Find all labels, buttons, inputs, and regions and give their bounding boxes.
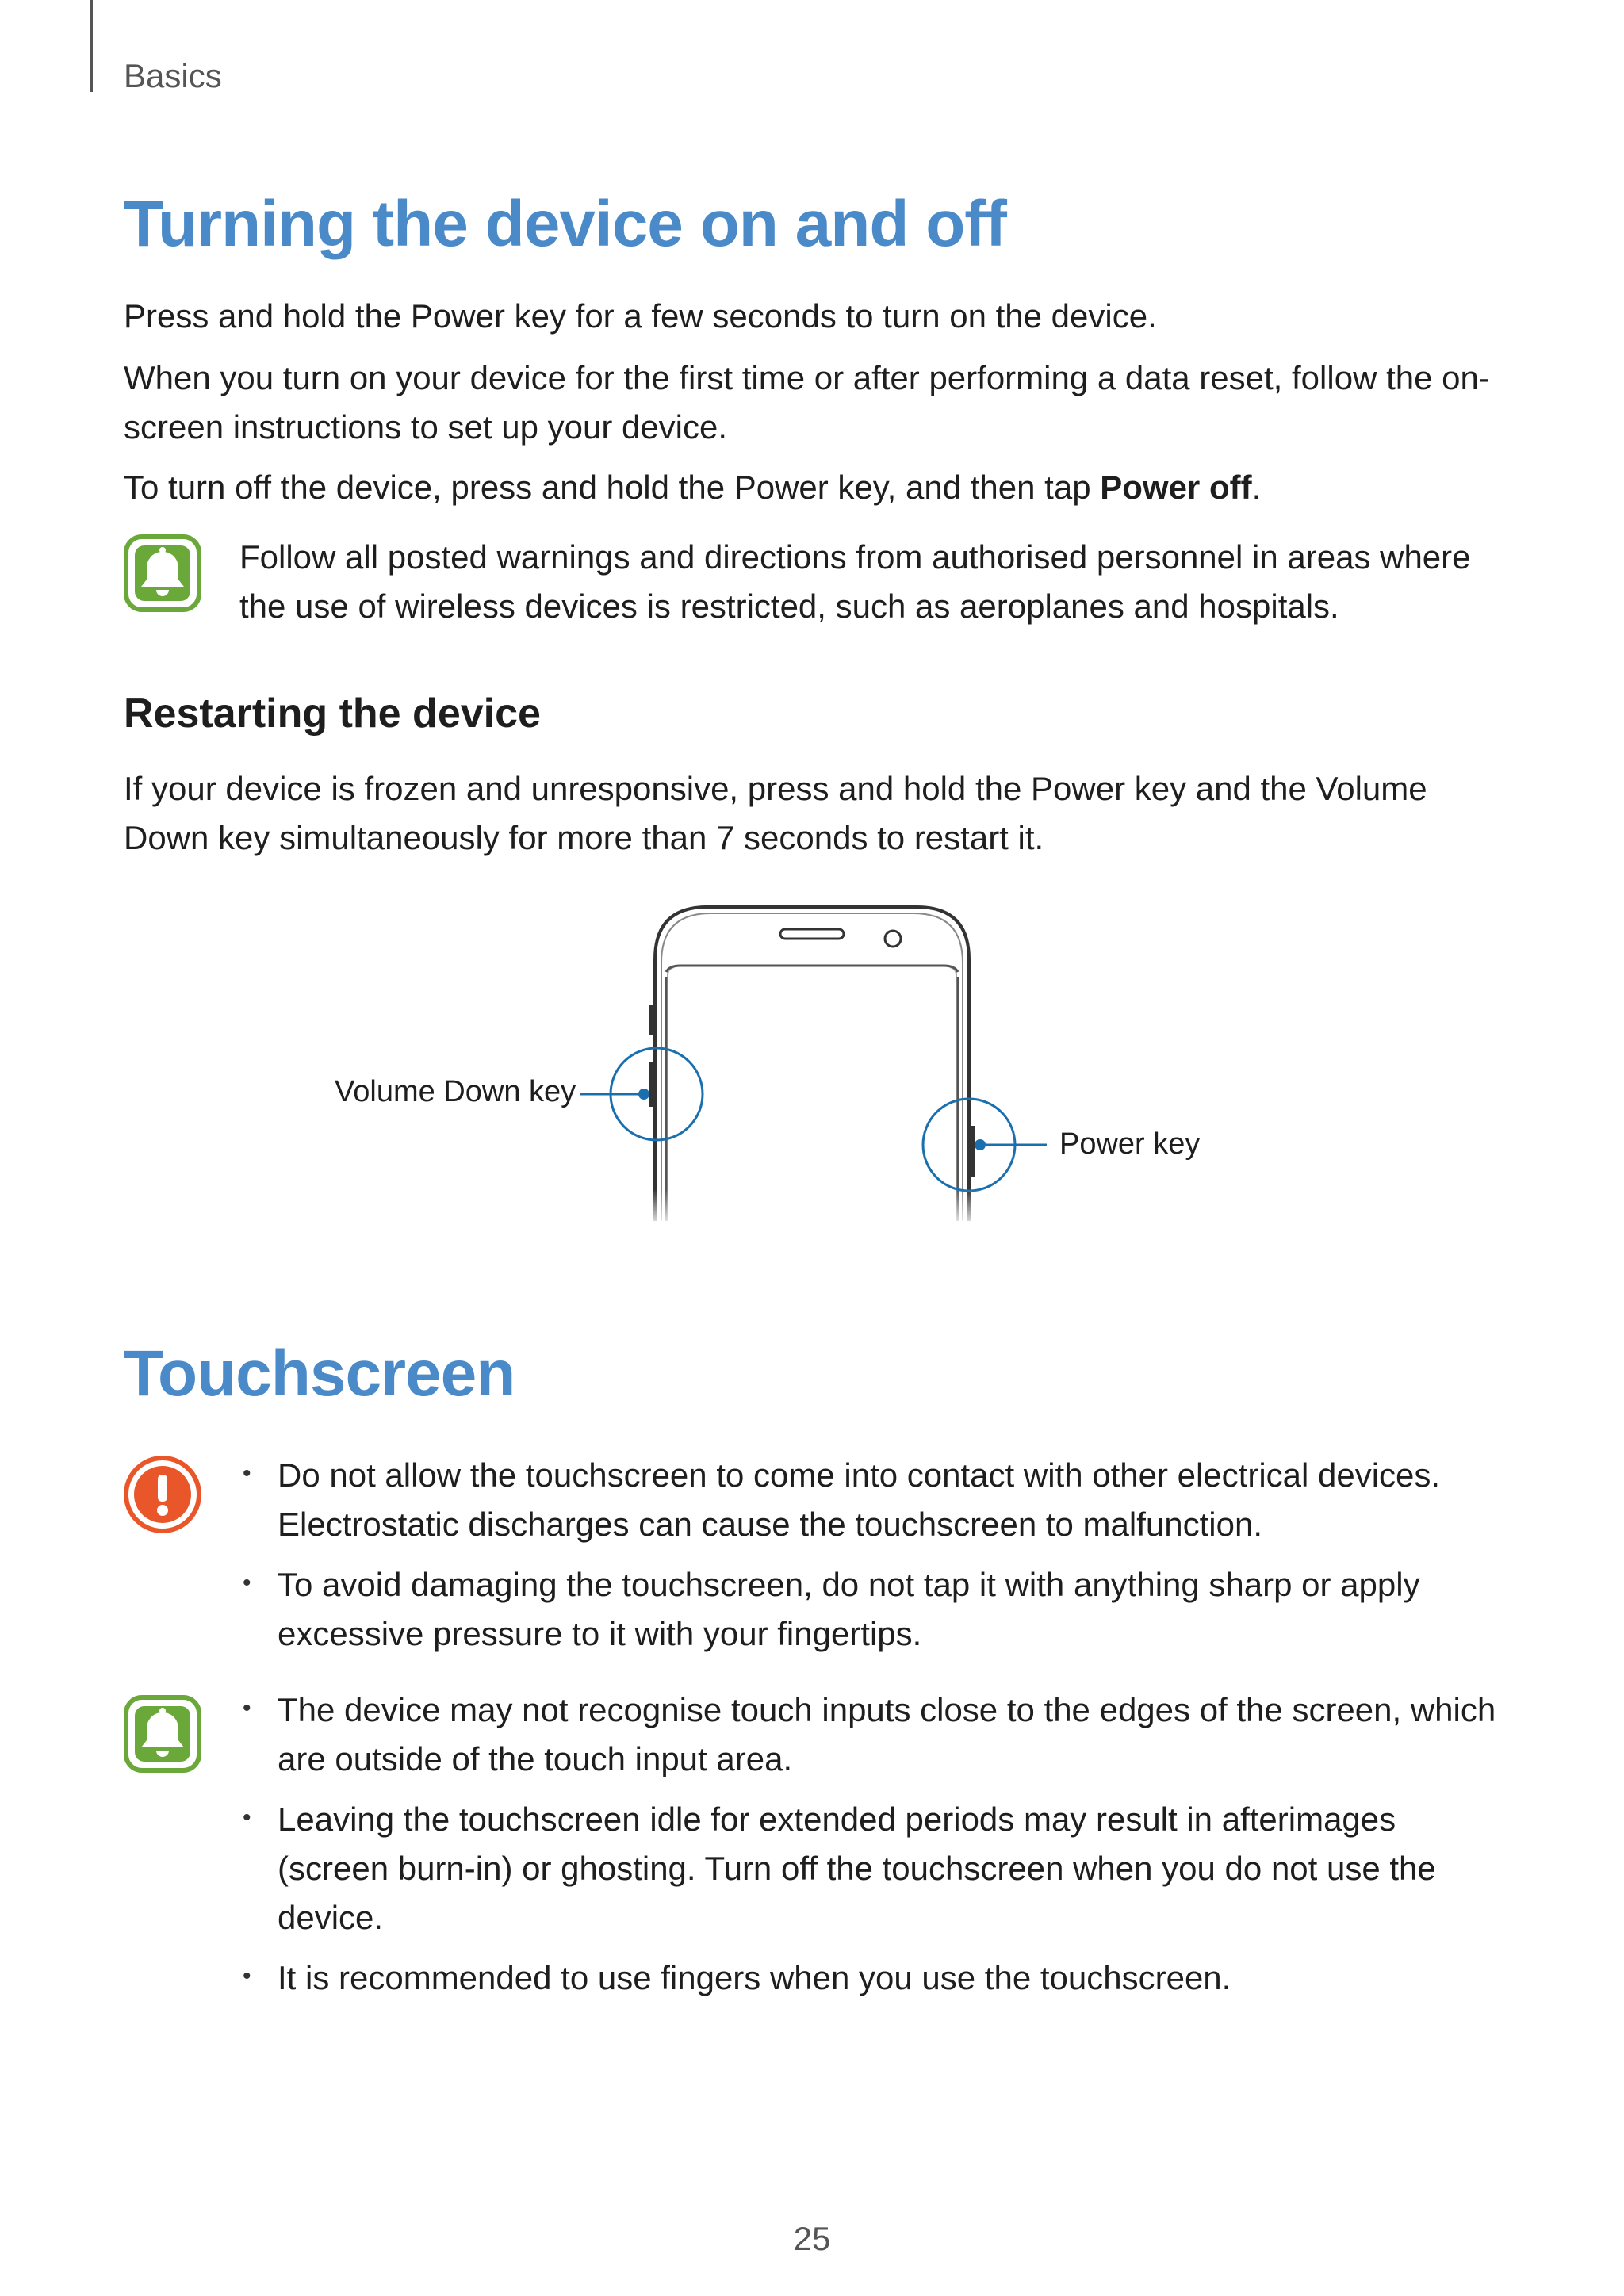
notice-item: • Leaving the touchscreen idle for extended periods may result in afterimages (screen burn-in) or ghosting. Turn off the touchscreen when you do not use the device. <box>239 1795 1503 1942</box>
subsection-title-restart: Restarting the device <box>124 691 541 737</box>
section-title-touchscreen: Touchscreen <box>124 1337 515 1410</box>
notice-list <box>239 1686 1503 2014</box>
page-number: 25 <box>793 2220 831 2257</box>
notice-text: Follow all posted warnings and directions from authorised personnel in areas where the use of wireless devices is restricted, such as aeroplanes and hospitals. <box>239 538 1471 625</box>
caution-list <box>239 1451 1503 1670</box>
power-on-paragraph: Press and hold the Power key for a few seconds to turn on the device. <box>124 297 1157 335</box>
caution-exclamation-icon <box>124 1456 201 1537</box>
notice-bell-icon <box>124 1695 201 1777</box>
restart-paragraph: If your device is frozen and unresponsive, press and hold the Power key and the Volume Down key simultaneously for more than 7 seconds to restart it. <box>124 770 1427 856</box>
power-off-term: Power off <box>1100 469 1252 506</box>
running-header: Basics <box>124 57 222 94</box>
caution-item: • To avoid damaging the touchscreen, do not tap it with anything sharp or apply excessive pressure to it with your fingertips. <box>239 1560 1503 1659</box>
volume-down-key-label: Volume Down key <box>335 1075 576 1108</box>
notice-item: • The device may not recognise touch inputs close to the edges of the screen, which are outside of the touch input area. <box>239 1686 1503 1784</box>
notice-item: • It is recommended to use fingers when you use the touchscreen. <box>239 1954 1503 2003</box>
section-title-power: Turning the device on and off <box>124 188 1006 260</box>
power-off-paragraph: To turn off the device, press and hold the Power key, and then tap Power off. <box>124 469 1262 506</box>
power-key-label: Power key <box>1059 1127 1201 1161</box>
first-setup-paragraph: When you turn on your device for the first time or after performing a data reset, follow the on-screen instructions to set up your device. <box>124 359 1490 446</box>
caution-item: • Do not allow the touchscreen to come into contact with other electrical devices. Electrostatic discharges can cause the touchscreen to malfunction. <box>239 1451 1503 1549</box>
